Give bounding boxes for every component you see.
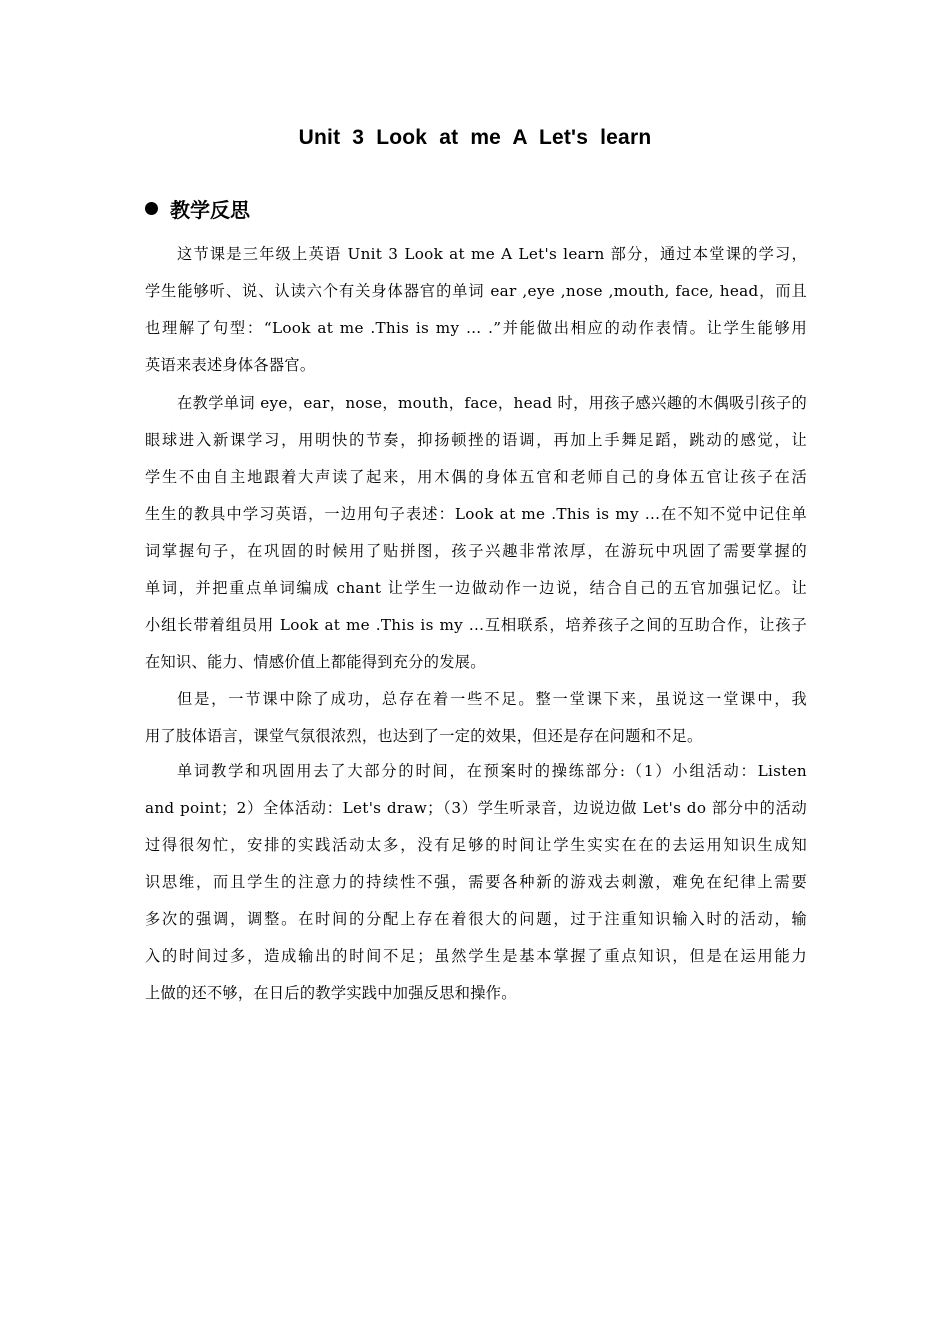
paragraph-4-line-3: 过得很匆忙，安排的实践活动太多，没有足够的时间让学生实实在在的去运用知识生成知 [145,836,807,854]
paragraph-2-line-7: 小组长带着组员用 Look at me .This is my ...互相联系，培养孩子之间的互助合作，让孩子 [145,616,807,634]
paragraph-4-line-6: 入的时间过多，造成输出的时间不足；虽然学生是基本掌握了重点知识，但是在运用能力 [145,947,807,965]
paragraph-2-line-5: 词掌握句子，在巩固的时候用了贴拼图，孩子兴趣非常浓厚，在游玩中巩固了需要掌握的 [145,542,807,560]
paragraph-4-line-4: 识思维，而且学生的注意力的持续性不强，需要各种新的游戏去刺激，难免在纪律上需要 [145,873,807,891]
paragraph-4-line-7: 上做的还不够，在日后的教学实践中加强反思和操作。 [145,984,517,1002]
section-heading [145,194,250,223]
section-heading-text: 教学反思 [170,198,250,222]
paragraph-1-line-3: 也理解了句型：“Look at me .This is my … .”并能做出相应的动作表情。让学生能够用 [145,319,807,337]
paragraph-3-line-2: 用了肢体语言，课堂气氛很浓烈，也达到了一定的效果，但还是存在问题和不足。 [145,727,703,745]
paragraph-2-line-3: 学生不由自主地跟着大声读了起来，用木偶的身体五官和老师自己的身体五官让孩子在活 [145,468,807,486]
paragraph-4-line-2: and point；2）全体活动：Let's draw；（3）学生听录音，边说边做 Let's do 部分中的活动 [145,799,807,817]
paragraph-2-line-6: 单词，并把重点单词编成 chant 让学生一边做动作一边说，结合自己的五官加强记忆。让 [145,579,807,597]
paragraph-1-line-4: 英语来表述身体各器官。 [145,356,316,374]
paragraph-2-line-2: 眼球进入新课学习，用明快的节奏，抑扬顿挫的语调，再加上手舞足蹈，跳动的感觉，让 [145,431,807,449]
paragraph-2-line-4: 生生的教具中学习英语，一边用句子表述：Look at me .This is my ...在不知不觉中记住单 [145,505,807,523]
paragraph-4-line-1: 单词教学和巩固用去了大部分的时间，在预案时的操练部分:（1）小组活动：Listen [177,762,807,780]
paragraph-1-line-2: 学生能够听、说、认读六个有关身体器官的单词 ear ,eye ,nose ,mouth, face, head，而且 [145,282,807,300]
paragraph-3-line-1: 但是，一节课中除了成功，总存在着一些不足。整一堂课下来，虽说这一堂课中，我 [177,690,807,708]
paragraph-2-line-8: 在知识、能力、情感价值上都能得到充分的发展。 [145,653,486,671]
bullet-icon [145,202,158,215]
paragraph-1-line-1: 这节课是三年级上英语 Unit 3 Look at me A Let's learn 部分，通过本堂课的学习， [177,245,807,263]
paragraph-2-line-1: 在教学单词 eye，ear，nose，mouth，face，head 时，用孩子感兴趣的木偶吸引孩子的 [177,394,807,412]
paragraph-4-line-5: 多次的强调，调整。在时间的分配上存在着很大的问题，过于注重知识输入时的活动，输 [145,910,807,928]
document-title: Unit 3 Look at me A Let's learn [298,126,652,149]
